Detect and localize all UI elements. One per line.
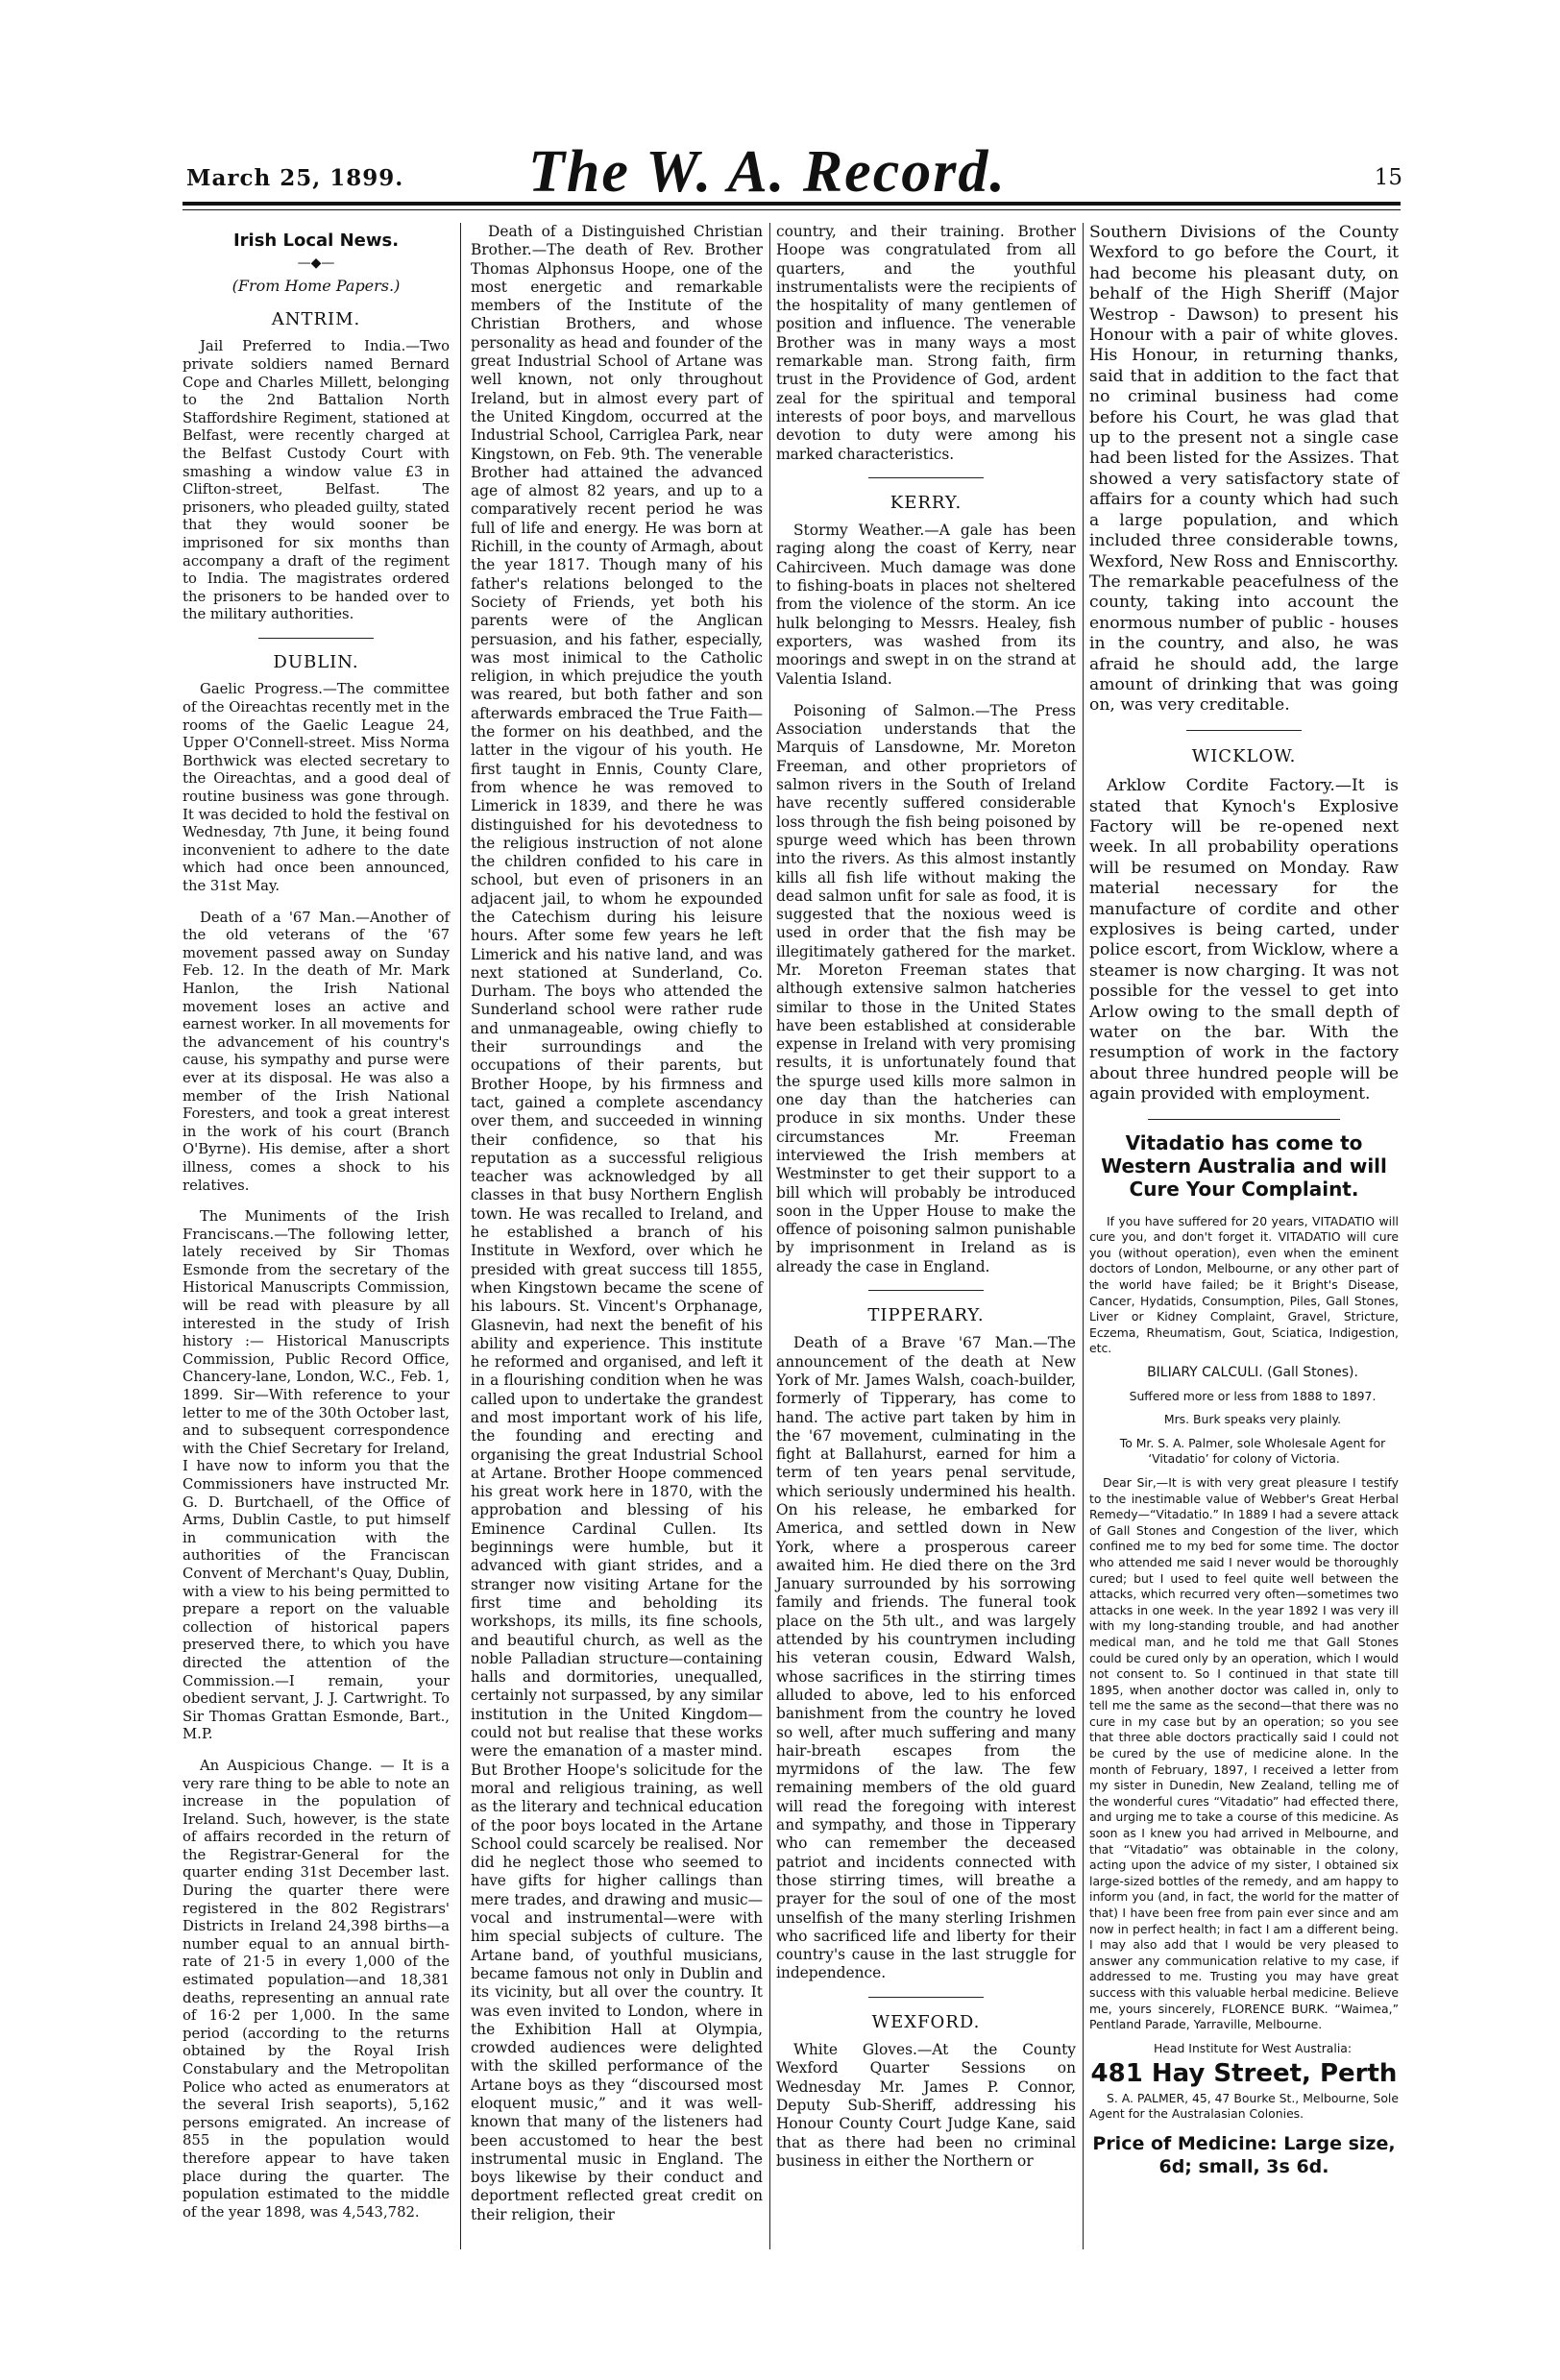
- ornament: —◆—: [297, 255, 335, 271]
- column-3: [776, 223, 1076, 2184]
- county-heading-dublin: DUBLIN.: [273, 651, 359, 672]
- column-divider: [1083, 223, 1084, 2249]
- column-2: [471, 223, 763, 2238]
- separator-rule: [1148, 1119, 1340, 1120]
- separator-rule: [868, 477, 984, 478]
- ad-addressee: To Mr. S. A. Palmer, sole Wholesale Agent for ‘Vitadatio’ for colony of Victoria.: [1119, 1435, 1386, 1467]
- article-paragraph: Jail Preferred to India.—Two private soldiers named Bernard Cope and Charles Millett, belonging to the 2nd Battalion North Staffordshire Regiment, stationed at Belfast, were recently charged at the Belfast Custody Court with smashing a window value £3 in Clifton-street, Belfast. The prisoners, who pleaded guilty, stated that they would sooner be imprisoned for six months than accompany a draft of the regiment to India. The magistrates ordered the prisoners to be handed over to the military authorities.: [183, 338, 450, 623]
- ad-price: Price of Medicine: Large size, 6d; small, 3s 6d.: [1092, 2132, 1396, 2177]
- page-number: 15: [1374, 165, 1402, 190]
- ad-institute: Head Institute for West Australia:: [1153, 2040, 1353, 2055]
- article-paragraph: Stormy Weather.—A gale has been raging along the coast of Kerry, near Cahirciveen. Much damage was done to fishing-boats in places not sheltered from the violence of the storm. An ice hulk belonging to Messrs. Healey, fish exporters, was washed from its moorings and swept in on the strand at Valentia Island.: [776, 522, 1076, 688]
- section-heading: Irish Local News.: [232, 231, 400, 251]
- article-paragraph: Death of a '67 Man.—Another of the old veterans of the '67 movement passed away on Sunday Feb. 12. In the death of Mr. Mark Hanlon, the Irish National movement loses an active and earnest worker. In all movements for the advancement of his country's cause, his sympathy and purse were ever at its disposal. He was also a member of the Irish National Foresters, and took a great interest in the work of his court (Branch O'Byrne). His demise, after a short illness, comes a shock to his relatives.: [183, 909, 450, 1194]
- county-heading-tipperary: TIPPERARY.: [867, 1305, 985, 1326]
- advertisement-heading: Vitadatio has come to Western Australia and will Cure Your Complaint.: [1101, 1130, 1387, 1201]
- advertisement: [1089, 1214, 1399, 2057]
- ad-case-line: Mrs. Burk speaks very plainly.: [1163, 1412, 1342, 1427]
- ad-case-title: BILIARY CALCULI. (Gall Stones).: [1147, 1365, 1358, 1380]
- column-divider: [460, 223, 461, 2249]
- separator-rule: [868, 1997, 984, 1998]
- article-paragraph: Southern Divisions of the County Wexford to go before the Court, it had become his pleasant duty, on behalf of the High Sheriff (Major Westrop - Dawson) to present his Honour with a pair of white gloves. His Honour, in returning thanks, said that in addition to the fact that no criminal business had come before his Court, he was glad that up to the present not a single case had been listed for the Assizes. That showed a very satisfactory state of affairs for a county which had such a large population, and which included three considerable towns, Wexford, New Ross and Enniscorthy. The remarkable peacefulness of the county, taking into account the enormous number of public - houses in the country, and also, he was afraid he should add, the large amount of drinking that was going on, was very creditable.: [1089, 223, 1399, 716]
- article-paragraph: Death of a Distinguished Christian Brother.—The death of Rev. Brother Thomas Alphonsus Hoope, one of the most energetic and remarkable members of the Institute of the Christian Brothers, and whose personality as head and founder of the great Industrial School of Artane was well known, not only throughout Ireland, but in almost every part of the United Kingdom, occurred at the Industrial School, Carriglea Park, near Kingstown, on Feb. 9th. The venerable Brother had attained the advanced age of almost 82 years, and up to a comparatively recent period he was full of life and energy. He was born at Richill, in the county of Armagh, about the year 1817. Though many of his father's relations belonged to the Society of Friends, yet both his parents were of the Anglican persuasion, and his father, especially, was most inimical to the Catholic religion, in which prejudice the youth was reared, but both father and son afterwards embraced the True Faith—the former on his deathbed, and the latter in the vigour of his youth. He first taught in Ennis, County Clare, from whence he was removed to Limerick in 1839, and there he was distinguished for his devotedness to the religious instruction of not alone the children confided to his care in school, but even of prisoners in an adjacent jail, to whom he expounded the Catechism during his leisure hours. After some few years he left Limerick and his native land, and was next stationed at Sunderland, Co. Durham. The boys who attended the Sunderland school were rather rude and unmanageable, owing chiefly to their surroundings and the occupations of their parents, but Brother Hoope, by his firmness and tact, gained a complete ascendancy over them, and succeeded in winning their confidence, so that his reputation as a successful religious teacher was acknowledged by all classes in that busy Northern English town. He was recalled to Ireland, and he established a branch of his Institute in Wexford, over which he presided with great success till 1855, when Kingstown became the scene of his labours. St. Vincent's Orphanage, Glasnevin, had next the benefit of his ability and experience. This institute he reformed and organised, and left it in a flourishing condition when he was called upon to undertake the grandest and most important work of his life, the founding and erecting and organising the great Industrial School at Artane. Brother Hoope commenced his great work here in 1870, with the approbation and blessing of his Eminence Cardinal Cullen. Its beginnings were humble, but it advanced with giant strides, and a stranger now visiting Artane for the first time and beholding its workshops, its mills, its fine schools, and beautiful church, as well as the noble Palladian structure—containing halls and dormitories, unequalled, certainly not surpassed, by any similar institution in the United Kingdom—could not but realise that these works were the emanation of a master mind. But Brother Hoope's solicitude for the moral and religious training, as well as the literary and technical education of the poor boys located in the Artane School could scarcely be realised. Nor did he neglect those who seemed to have gifts for higher callings than mere trades, and drawing and music—vocal and instrumental—were with him special subjects of culture. The Artane band, of youthful musicians, became famous not only in Dublin and its vicinity, but all over the country. It was even invited to London, where in the Exhibition Hall at Olympia, crowded audiences were delighted with the skilled performance of the Artane boys as they “discoursed most eloquent music,” and it was well-known that many of the listeners had been accustomed to hear the best instrumental music in England. The boys likewise by their conduct and deportment reflected great credit on their religion, their: [471, 223, 763, 2223]
- column-1: [183, 223, 450, 2235]
- county-heading-wexford: WEXFORD.: [871, 2011, 981, 2032]
- article-paragraph: White Gloves.—At the County Wexford Quarter Sessions on Wednesday Mr. James P. Connor, Deputy Sub-Sheriff, addressing his Honour County Court Judge Kane, said that as there had been no criminal business in either the Northern or: [776, 2041, 1076, 2170]
- column-4: [1089, 223, 1399, 2178]
- article-paragraph: Death of a Brave '67 Man.—The announcement of the death at New York of Mr. James Walsh, coach-builder, formerly of Tipperary, has come to hand. The active part taken by him in the '67 movement, culminating in the fight at Ballahurst, earned for him a term of ten years penal servitude, which seriously undermined his health. On his release, he embarked for America, and settled down in New York, where a prosperous career awaited him. He died there on the 3rd January surrounded by his sorrowing family and friends. The funeral took place on the 5th ult., and was largely attended by his countrymen including his veteran cousin, Edward Walsh, whose sacrifices in the stirring times alluded to above, led to his enforced banishment from the country he loved so well, after much suffering and many hair-breath escapes from the myrmidons of the law. The few remaining members of the old guard will read the foregoing with interest and sympathy, and those in Tipperary who can remember the deceased patriot and incidents connected with those stirring times, will breathe a prayer for the soul of one of the most unselfish of the many sterling Irishmen who sacrificed life and liberty for their country's cause in the last struggle for independence.: [776, 1334, 1076, 1982]
- column-divider: [769, 223, 770, 2249]
- article-paragraph: The Muniments of the Irish Franciscans.—The following letter, lately received by Sir Thomas Esmonde from the secretary of the Historical Manuscripts Commission, will be read with pleasure by all interested in the study of Irish history :— Historical Manuscripts Commission, Public Record Office, Chancery-lane, London, W.C., Feb. 1, 1899. Sir—With reference to your letter to me of the 30th October last, and to subsequent correspondence with the Chief Secretary for Ireland, I have now to inform you that the Commissioners have instructed Mr. G. D. Burtchaell, of the Office of Arms, Dublin Castle, to put himself in communication with the authorities of the Franciscan Convent of Merchant's Quay, Dublin, with a view to his being permitted to prepare a report on the valuable collection of historical papers preserved there, to which you have directed the attention of the Commission.—I remain, your obedient servant, J. J. Cartwright. To Sir Thomas Grattan Esmonde, Bart., M.P.: [183, 1208, 450, 1743]
- ad-address: 481 Hay Street, Perth: [1090, 2059, 1398, 2089]
- article-paragraph: Gaelic Progress.—The committee of the Oireachtas recently met in the rooms of the Gaelic League 24, Upper O'Connell-street. Miss Norma Borthwick was elected secretary to the Oireachtas, and a good deal of routine business was gone through. It was decided to hold the festival on Wednesday, 7th June, it being found inconvenient to adhere to the date which had once been announced, the 31st May.: [183, 681, 450, 894]
- ad-paragraph: If you have suffered for 20 years, VITADATIO will cure you, and don't forget it. VITADATIO will cure you (without operation), even when the eminent doctors of London, Melbourne, or any other part of the world have failed; be it Bright's Disease, Cancer, Hydatids, Consumption, Piles, Gall Stones, Liver or Kidney Complaint, Gravel, Stricture, Eczema, Rheumatism, Gout, Sciatica, Indigestion, etc.: [1089, 1213, 1399, 1356]
- county-heading-kerry: KERRY.: [890, 492, 963, 513]
- article-paragraph: An Auspicious Change. — It is a very rare thing to be able to note an increase in the population of Ireland. Such, however, is the state of affairs recorded in the return of the Registrar-General for the quarter ending 31st December last. During the quarter there were registered in the 802 Registrars' Districts in Ireland 24,398 births—a number equal to an annual birth-rate of 21·5 in every 1,000 of the estimated population—and 18,381 deaths, representing an annual rate of 16·2 per 1,000. In the same period (according to the returns obtained by the Royal Irish Constabulary and the Metropolitan Police who acted as enumerators at the several Irish seaports), 5,162 persons emigrated. An increase of 855 in the population would therefore appear to have taken place during the quarter. The population estimated to the middle of the year 1898, was 4,543,782.: [183, 1757, 450, 2221]
- ad-case-line: Suffered more or less from 1888 to 1897.: [1129, 1388, 1377, 1403]
- ad-testimonial: Dear Sir,—It is with very great pleasure I testify to the inestimable value of Webber's Great Herbal Remedy—“Vitadatio.” In 1889 I had a severe attack of Gall Stones and Congestion of the liver, which confined me to my bed for some time. The doctor who attended me said I never would be thoroughly cured; but I used to feel quite well between the attacks, which recurred very often—sometimes two attacks in one week. In the year 1892 I was very ill with my long-standing trouble, and had another medical man, and he told me that Gall Stones could be cured only by an operation, which I would not consent to. So I continued in that state till 1895, when another doctor was called in, only to tell me the same as the second—that there was no cure in my case but by an operation; so you see that three able doctors practically said I could not be cured by the use of medicine alone. In the month of February, 1897, I received a letter from my sister in Dunedin, New Zealand, telling me of the wonderful cures “Vitadatio” had effected there, and urging me to take a course of this medicine. As soon as I knew you had arrived in Melbourne, and that “Vitadatio” was obtainable in the colony, acting upon the advice of my sister, I obtained six large-sized bottles of the remedy, and am happy to inform you (and, in fact, the world for the matter of that) I have been free from pain ever since and am now in perfect health; in fact I am a different being. I may also add that I would be very pleased to answer any communication relative to my case, if addressed to me. Trusting you may have great success with this valuable herbal medicine. Believe me, yours sincerely, FLORENCE BURK. “Waimea,” Pentland Parade, Yarraville, Melbourne.: [1089, 1474, 1399, 2032]
- newspaper-title: The W. A. Record.: [528, 139, 1007, 205]
- separator-rule: [1186, 730, 1302, 731]
- article-paragraph: country, and their training. Brother Hoope was congratulated from all quarters, and the youthful instrumentalists were the recipients of the hospitality of many gentlemen of position and influence. The venerable Brother was in many ways a most remarkable man. Strong faith, firm trust in the Providence of God, ardent zeal for the spiritual and temporal interests of poor boys, and marvellous devotion to duty were among his marked characteristics.: [776, 223, 1076, 463]
- ad-agent-block: [1089, 2091, 1399, 2123]
- county-heading-antrim: ANTRIM.: [271, 308, 361, 329]
- section-subheading: (From Home Papers.): [232, 277, 401, 296]
- masthead-rule-thin: [183, 209, 1401, 210]
- separator-rule: [258, 638, 374, 639]
- ad-agent: S. A. PALMER, 45, 47 Bourke St., Melbourne, Sole Agent for the Australasian Colonies.: [1089, 2090, 1399, 2122]
- article-paragraph: Poisoning of Salmon.—The Press Association understands that the Marquis of Lansdowne, Mr. Moreton Freeman, and other proprietors of salmon rivers in the South of Ireland have recently suffered considerable loss through the fish being poisoned by spurge weed which has been thrown into the rivers. As this almost instantly kills all fish life without making the dead salmon unfit for sale as food, it is suggested that the noxious weed is used in order that the fish may be illegitimately gathered for the market. Mr. Moreton Freeman states that although extensive salmon hatcheries similar to those in the United States have been established at considerable expense in Ireland with very promising results, it is unfortunately found that the spurge used kills more salmon in one day than the hatcheries can produce in six months. Under these circumstances Mr. Freeman interviewed the Irish members at Westminster to get their support to a bill which will probably be introduced soon in the Upper House to make the offence of poisoning salmon punishable by imprisonment in Ireland as is already the case in England.: [776, 701, 1076, 1275]
- county-heading-wicklow: WICKLOW.: [1191, 745, 1297, 766]
- article-paragraph: Arklow Cordite Factory.—It is stated that Kynoch's Explosive Factory will be re-opened next week. In all probability operations will be resumed on Monday. Raw material necessary for the manufacture of cordite and other explosives is being carted, under police escort, from Wicklow, where a steamer is now charging. It was not possible for the vessel to get into Arlow owing to the small depth of water on the bar. With the resumption of work in the factory about three hundred people will be again provided with employment.: [1089, 776, 1399, 1105]
- masthead-rule: [183, 202, 1401, 206]
- separator-rule: [868, 1290, 984, 1291]
- issue-date: March 25, 1899.: [186, 165, 404, 191]
